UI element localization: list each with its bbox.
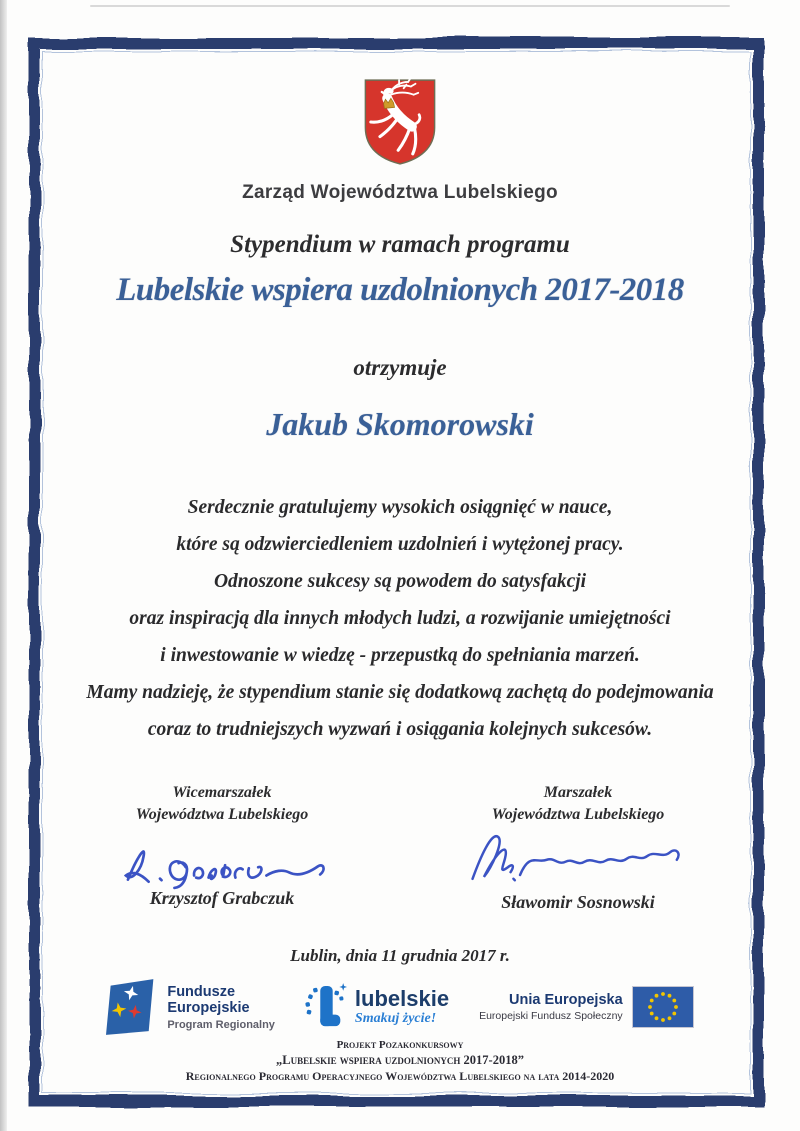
footer-line: Projekt Pozakonkursowy [336,1039,464,1051]
fundusze-europejskie-flag-icon [106,976,158,1038]
fundusze-europejskie-logo [106,976,275,1038]
signer-name: Krzysztof Grabczuk [149,888,295,908]
signatures-section [0,782,800,913]
congratulations-paragraph [0,489,800,748]
footer-line: Regionalnego Programu Operacyjnego Województwa Lubelskiego na lata 2014-2020 [185,1069,615,1083]
paragraph-line: Odnoszone sukcesy są powodem do satysfakcji [213,571,587,592]
signer-org: Województwa Lubelskiego [491,806,665,823]
handwritten-signature-slawomir-sosnowski [449,818,707,894]
scan-edge-artifact [90,5,730,7]
paragraph-line: które są odzwierciedleniem uzdolnień i wytężonej pracy. [176,534,624,555]
eu-logo-line1: Unia Europejska [509,992,623,1008]
fe-logo-line2: Europejskie [167,999,250,1016]
fe-logo-line1: Fundusze [167,983,236,1000]
signer-title: Marszałek [543,784,613,801]
paragraph-line: Serdecznie gratulujemy wysokich osiągnięć w nauce, [187,497,613,518]
lubelskie-tagline: Smakuj życie! [354,1010,437,1026]
signer-org: Województwa Lubelskiego [135,806,309,823]
signature-block-vice-marshal [62,782,382,913]
lubelskie-wordmark: lubelskie [354,985,450,1011]
lubelskie-logo [305,981,449,1033]
paragraph-line: i inwestowanie w wiedzę - przepustką do spełniania marzeń. [160,645,640,666]
place-and-date: Lublin, dnia 11 grudnia 2017 r. [290,946,510,965]
paragraph-line: oraz inspiracją dla innych młodych ludzi, a rozwijanie umiejętności [129,608,671,629]
program-title: Lubelskie wspiera uzdolnionych 2017-2018 [116,272,684,308]
program-intro: Stypendium w ramach programu [230,231,570,258]
footer-line: „Lubelskie wspiera uzdolnionych 2017-2018” [276,1053,524,1067]
unia-europejska-logo [479,986,694,1028]
paragraph-line: coraz to trudniejszych wyzwań i osiągania kolejnych sukcesów. [147,719,653,740]
signer-title: Wicemarszałek [172,784,272,801]
lubelskie-mark-icon [305,981,347,1033]
eu-logo-line2: Europejski Fundusz Społeczny [479,1010,623,1022]
lublin-coat-of-arms [0,76,800,173]
issuer-name: Zarząd Województwa Lubelskiego [242,182,558,203]
coat-of-arms-icon [359,76,441,168]
receives-label: otrzymuje [353,355,447,380]
handwritten-signature-krzysztof-grabczuk [110,828,335,890]
paragraph-line: Mamy nadzieję, że stypendium stanie się dodatkową zachętą do podejmowania [86,682,714,703]
funding-logos [0,976,800,1038]
signer-name: Sławomir Sosnowski [501,892,655,912]
eu-flag-icon [632,986,694,1028]
fe-logo-subtitle: Program Regionalny [167,1018,275,1031]
recipient-name: Jakub Skomorowski [266,406,534,442]
project-footer [0,1038,800,1084]
signature-block-marshal [418,782,738,913]
